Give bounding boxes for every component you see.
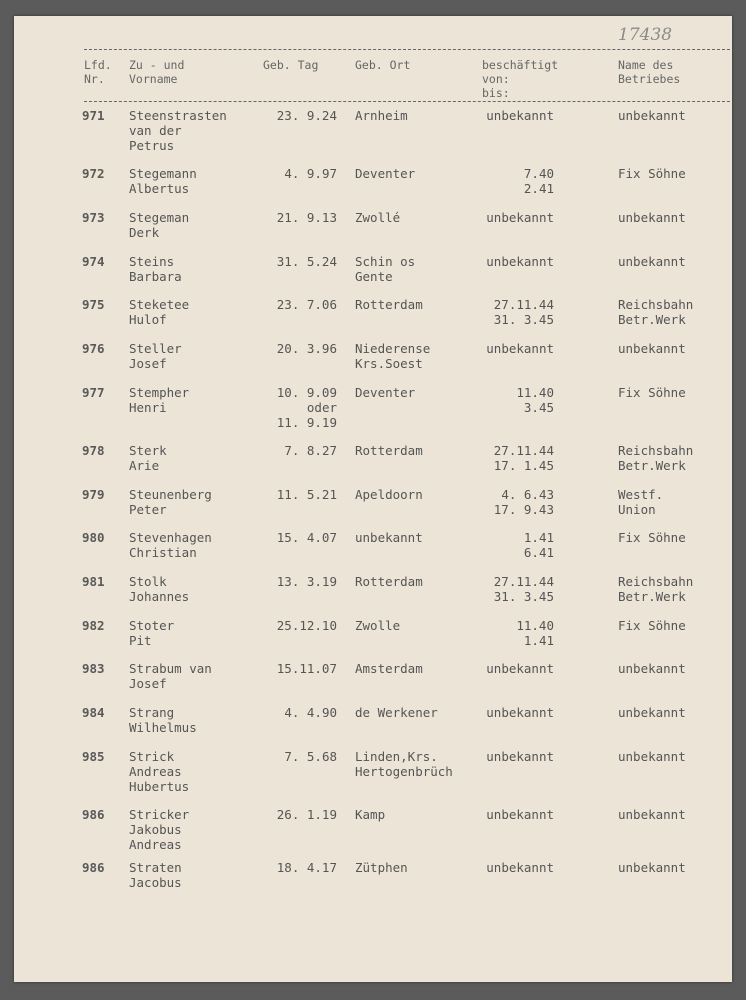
row-nr: 983 — [82, 661, 105, 676]
row-company: unbekannt — [618, 661, 686, 676]
row-name: Strabum van Josef — [129, 661, 212, 691]
row-birth-place: Amsterdam — [355, 661, 423, 676]
row-name: Straten Jacobus — [129, 860, 182, 890]
row-nr: 986 — [82, 860, 105, 875]
row-name: Steller Josef — [129, 341, 182, 371]
row-birth-date: 21. 9.13 — [276, 210, 337, 225]
row-birth-date: 13. 3.19 — [276, 574, 337, 589]
row-nr: 979 — [82, 487, 105, 502]
row-nr: 985 — [82, 749, 105, 764]
row-employed: 27.11.44 17. 1.45 — [493, 443, 554, 473]
row-employed: 1.41 6.41 — [523, 530, 554, 560]
row-birth-place: Rotterdam — [355, 574, 423, 589]
row-employed: 11.40 3.45 — [516, 385, 554, 415]
row-employed: 27.11.44 31. 3.45 — [493, 574, 554, 604]
row-employed: unbekannt — [486, 341, 554, 356]
row-nr: 973 — [82, 210, 105, 225]
row-name: Steenstrasten van der Petrus — [129, 108, 227, 153]
row-employed: unbekannt — [486, 254, 554, 269]
row-birth-date: 7. 5.68 — [284, 749, 337, 764]
row-employed: 4. 6.43 17. 9.43 — [493, 487, 554, 517]
row-nr: 982 — [82, 618, 105, 633]
row-name: Stevenhagen Christian — [129, 530, 212, 560]
row-name: Stegeman Derk — [129, 210, 190, 240]
row-company: unbekannt — [618, 254, 686, 269]
row-birth-place: Deventer — [355, 166, 416, 181]
row-employed: unbekannt — [486, 749, 554, 764]
row-birth-place: Apeldoorn — [355, 487, 423, 502]
row-birth-date: 23. 9.24 — [276, 108, 337, 123]
row-company: unbekannt — [618, 807, 686, 822]
row-company: unbekannt — [618, 705, 686, 720]
row-birth-place: Deventer — [355, 385, 416, 400]
row-birth-place: unbekannt — [355, 530, 423, 545]
row-employed: 11.40 1.41 — [516, 618, 554, 648]
row-birth-date: 4. 4.90 — [284, 705, 337, 720]
row-birth-date: 15. 4.07 — [276, 530, 337, 545]
row-birth-place: Arnheim — [355, 108, 408, 123]
row-company: unbekannt — [618, 108, 686, 123]
row-nr: 974 — [82, 254, 105, 269]
row-employed: unbekannt — [486, 705, 554, 720]
row-nr: 977 — [82, 385, 105, 400]
row-employed: unbekannt — [486, 807, 554, 822]
row-nr: 984 — [82, 705, 105, 720]
header-birth-date: Geb. Tag — [263, 58, 319, 72]
row-name: Steketee Hulof — [129, 297, 190, 327]
row-name: Stolk Johannes — [129, 574, 190, 604]
row-birth-place: Rotterdam — [355, 297, 423, 312]
row-nr: 975 — [82, 297, 105, 312]
row-birth-place: Kamp — [355, 807, 386, 822]
row-birth-date: 10. 9.09 oder 11. 9.19 — [276, 385, 337, 430]
row-company: unbekannt — [618, 210, 686, 225]
row-birth-date: 26. 1.19 — [276, 807, 337, 822]
row-name: Stricker Jakobus Andreas — [129, 807, 190, 852]
row-name: Strang Wilhelmus — [129, 705, 197, 735]
row-birth-place: de Werkener — [355, 705, 438, 720]
row-birth-date: 15.11.07 — [276, 661, 337, 676]
row-employed: unbekannt — [486, 661, 554, 676]
row-birth-date: 11. 5.21 — [276, 487, 337, 502]
row-company: unbekannt — [618, 860, 686, 875]
row-birth-date: 25.12.10 — [276, 618, 337, 633]
row-employed: unbekannt — [486, 108, 554, 123]
row-company: Reichsbahn Betr.Werk — [618, 297, 694, 327]
row-birth-date: 18. 4.17 — [276, 860, 337, 875]
header-employed: beschäftigt von: bis: — [482, 58, 559, 100]
row-birth-place: Zwolle — [355, 618, 401, 633]
row-name: Stegemann Albertus — [129, 166, 197, 196]
row-birth-place: Zwollé — [355, 210, 401, 225]
row-birth-date: 4. 9.97 — [284, 166, 337, 181]
header-top-rule — [84, 49, 730, 50]
row-company: Fix Söhne — [618, 166, 686, 181]
row-company: unbekannt — [618, 341, 686, 356]
header-company: Name des Betriebes — [618, 58, 681, 86]
row-name: Strick Andreas Hubertus — [129, 749, 190, 794]
row-nr: 972 — [82, 166, 105, 181]
header-birth-place: Geb. Ort — [355, 58, 411, 72]
row-company: Westf. Union — [618, 487, 664, 517]
row-company: Reichsbahn Betr.Werk — [618, 574, 694, 604]
row-name: Sterk Arie — [129, 443, 167, 473]
row-employed: unbekannt — [486, 860, 554, 875]
row-company: Fix Söhne — [618, 385, 686, 400]
row-nr: 976 — [82, 341, 105, 356]
row-birth-place: Rotterdam — [355, 443, 423, 458]
row-name: Steins Barbara — [129, 254, 182, 284]
row-birth-date: 31. 5.24 — [276, 254, 337, 269]
row-name: Stempher Henri — [129, 385, 190, 415]
row-birth-place: Zütphen — [355, 860, 408, 875]
header-nr: Lfd. Nr. — [84, 58, 112, 86]
row-employed: unbekannt — [486, 210, 554, 225]
row-nr: 986 — [82, 807, 105, 822]
row-company: unbekannt — [618, 749, 686, 764]
row-employed: 27.11.44 31. 3.45 — [493, 297, 554, 327]
row-nr: 971 — [82, 108, 105, 123]
row-birth-date: 7. 8.27 — [284, 443, 337, 458]
row-company: Reichsbahn Betr.Werk — [618, 443, 694, 473]
header-name: Zu - und Vorname — [129, 58, 185, 86]
row-birth-date: 20. 3.96 — [276, 341, 337, 356]
handwritten-annotation: 17438 — [618, 25, 673, 45]
row-birth-place: Linden,Krs. Hertogenbrüch — [355, 749, 453, 779]
row-employed: 7.40 2.41 — [523, 166, 554, 196]
row-nr: 981 — [82, 574, 105, 589]
row-company: Fix Söhne — [618, 618, 686, 633]
row-nr: 980 — [82, 530, 105, 545]
row-name: Stoter Pit — [129, 618, 175, 648]
header-bottom-rule — [84, 101, 730, 102]
row-birth-place: Schin os Gente — [355, 254, 416, 284]
row-birth-place: Niederense Krs.Soest — [355, 341, 431, 371]
row-company: Fix Söhne — [618, 530, 686, 545]
row-name: Steunenberg Peter — [129, 487, 212, 517]
row-birth-date: 23. 7.06 — [276, 297, 337, 312]
row-nr: 978 — [82, 443, 105, 458]
